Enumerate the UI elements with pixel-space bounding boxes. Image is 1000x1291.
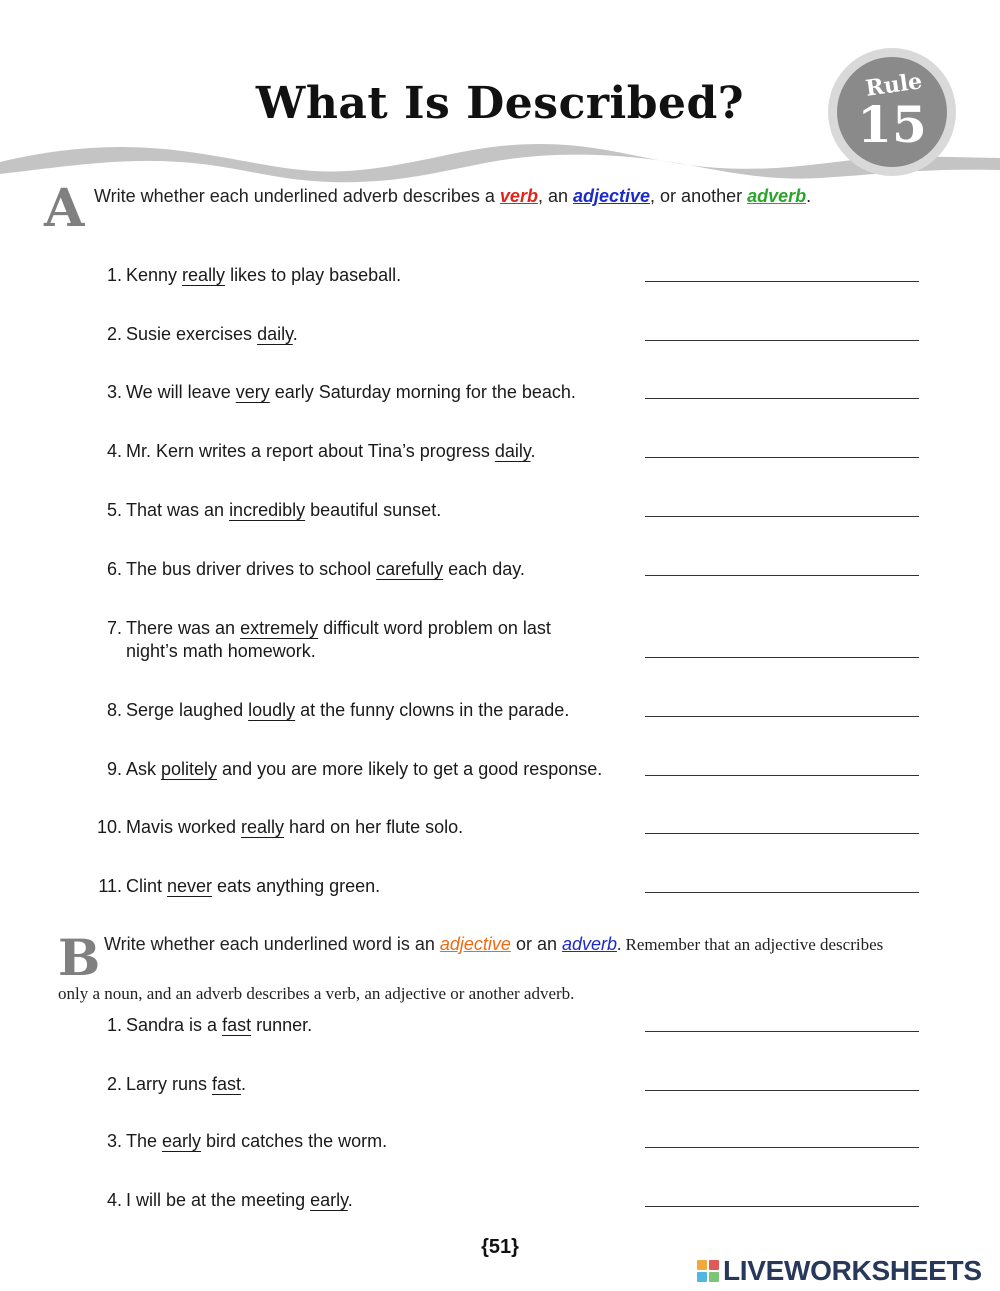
answer-field[interactable] [645,892,919,893]
answer-field[interactable] [645,657,919,658]
underlined-word: carefully [376,559,444,579]
answer-field[interactable] [645,716,919,717]
answer-field[interactable] [645,775,919,776]
keyword-adverb: adverb [561,934,618,954]
logo-block [697,1272,707,1282]
item-number: 8. [106,700,122,720]
answer-field[interactable] [645,1147,919,1148]
item-number: 6. [106,559,122,579]
page-number: {51} [481,1236,519,1258]
underlined-word: early [162,1131,202,1151]
instruction-separator: or an [515,934,557,954]
liveworksheets-logo[interactable] [697,1256,982,1286]
underlined-word: never [167,876,213,896]
item-number: 7. [106,618,122,638]
exercise-item [82,875,942,898]
answer-field[interactable] [645,398,919,399]
page-title: What Is Described? [255,78,745,129]
item-sentence: Susie exercises daily. [126,324,298,344]
keyword-adverb: adverb [747,186,807,206]
item-sentence: Sandra is a fast runner. [126,1015,313,1035]
instruction-separator: , an [537,186,568,206]
answer-field[interactable] [645,1206,919,1207]
item-number: 5. [106,500,122,520]
underlined-word: very [235,382,270,402]
underlined-word: daily [257,324,293,344]
item-number: 4. [106,441,122,461]
underlined-word: really [182,265,226,285]
underlined-word: loudly [248,700,296,720]
item-sentence: The early bird catches the worm. [126,1131,388,1151]
item-number: 1. [106,265,122,285]
exercise-item [82,499,942,522]
item-sentence: Mr. Kern writes a report about Tina’s progress daily. [126,441,536,461]
exercise-item [82,558,942,581]
item-sentence: Mavis worked really hard on her flute solo. [126,817,464,837]
logo-blocks-icon [697,1260,719,1282]
item-number: 4. [106,1190,122,1210]
answer-field[interactable] [645,516,919,517]
logo-block [697,1260,707,1270]
item-sentence: The bus driver drives to school carefully each day. [126,559,525,579]
item-sentence: Kenny really likes to play baseball. [126,265,402,285]
answer-field[interactable] [645,281,919,282]
answer-field[interactable] [645,1031,919,1032]
item-sentence: Serge laughed loudly at the funny clowns in the parade. [126,700,570,720]
exercise-item [82,816,942,839]
section-b-letter: B [58,928,101,987]
item-sentence: Clint never eats anything green. [126,876,381,896]
logo-text: LIVEWORKSHEETS [723,1255,982,1286]
instruction-separator: , or another [650,186,743,206]
exercise-item [82,1130,942,1153]
logo-block [709,1260,719,1270]
item-number: 9. [106,759,122,779]
answer-field[interactable] [645,340,919,341]
exercise-item [82,323,942,346]
underlined-word: fast [212,1074,242,1094]
item-number: 3. [106,382,122,402]
rule-badge [826,46,958,178]
keyword-adjective: adjective [573,186,651,206]
exercise-item [82,381,942,404]
item-sentence: Larry runs fast. [126,1074,247,1094]
answer-field[interactable] [645,1090,919,1091]
underlined-word: incredibly [229,500,306,520]
answer-field[interactable] [645,457,919,458]
exercise-item [82,699,942,722]
item-number: 1. [106,1015,122,1035]
rule-badge-number: 15 [857,95,927,154]
rule-badge-label: Rule [864,68,924,102]
exercise-item [82,1014,942,1037]
section-a-letter: A [44,178,85,239]
section-a-instructions [94,186,811,207]
item-number: 10. [96,817,122,837]
exercise-item [82,1189,942,1212]
underlined-word: daily [494,441,531,461]
logo-block [709,1272,719,1282]
item-number: 2. [106,324,122,344]
exercise-item [82,440,942,463]
instruction-suffix: . [806,186,812,206]
underlined-word: early [310,1190,348,1210]
item-sentence: That was an incredibly beautiful sunset. [126,500,442,520]
section-b-instructions [104,934,883,955]
underlined-word: fast [222,1015,252,1035]
instruction-continued: . Remember that an adjective describes [617,935,884,954]
item-sentence: I will be at the meeting early. [126,1190,353,1210]
exercise-item [82,617,942,663]
keyword-verb: verb [499,186,538,206]
exercise-item [82,1073,942,1096]
exercise-item [82,758,942,781]
item-number: 11. [98,876,122,896]
answer-field[interactable] [645,833,919,834]
keyword-adjective: adjective [439,934,511,954]
item-sentence: There was an extremely difficult word problem on last night’s math homework. [126,618,551,661]
section-b-instructions-line2: only a noun, and an adverb describes a verb, an adjective or another adverb. [58,984,575,1003]
answer-field[interactable] [645,575,919,576]
item-number: 3. [106,1131,122,1151]
item-number: 2. [106,1074,122,1094]
underlined-word: politely [161,759,218,779]
instruction-text: Write whether each underlined adverb describes a [94,186,495,206]
instruction-text: Write whether each underlined word is an [104,934,435,954]
exercise-item [82,264,942,287]
underlined-word: extremely [240,618,319,638]
item-sentence: Ask politely and you are more likely to get a good response. [126,759,603,779]
underlined-word: really [241,817,285,837]
item-sentence: We will leave very early Saturday morning for the beach. [126,382,576,402]
